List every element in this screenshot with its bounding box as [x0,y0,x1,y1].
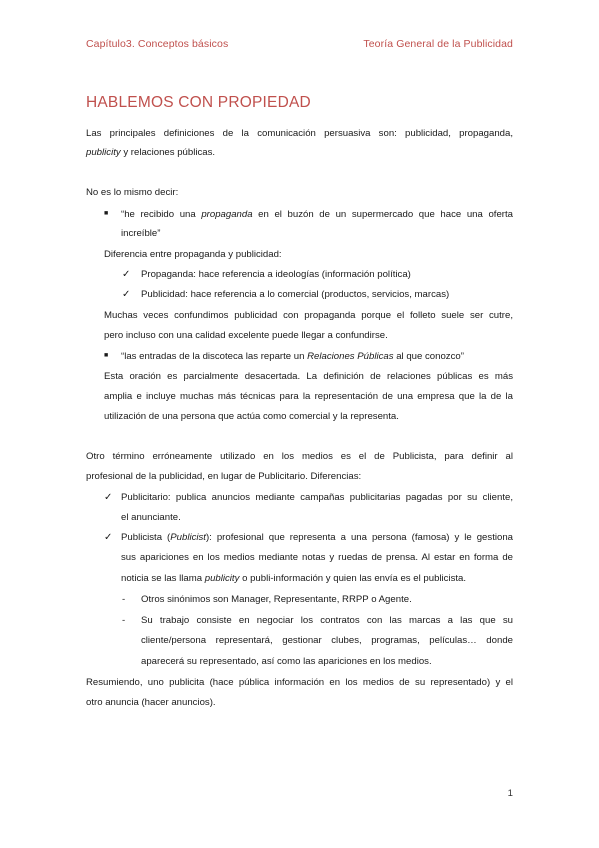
header-course: Teoría General de la Publicidad [363,38,513,50]
dash-item-trabajo-line-3: aparecerá su representado, así como las apariciones en los medios. [141,656,432,667]
quote1-line-1: “he recibido una propaganda en el buzón de un supermercado que hace una oferta [121,209,513,220]
intro-rest: y relaciones públicas. [123,147,216,158]
resumiendo-line-1: Resumiendo, uno publicita (hace pública información en los medios de su representado) y el [86,677,513,688]
otro-line-1: Otro término erróneamente utilizado en los medios es el de Publicista, para definir al [86,451,513,462]
quote1-line-2: increíble” [121,228,161,239]
muchas-line-1: Muchas veces confundimos publicidad con propaganda porque el folleto suele ser cutre, [104,310,513,321]
header-chapter: Capítulo3. Conceptos básicos [86,38,229,50]
check-item-publicidad: Publicidad: hace referencia a lo comercial (productos, servicios, marcas) [141,289,450,300]
dash-item-trabajo-line-1: Su trabajo consiste en negociar los contratos con las marcas a las que su [141,615,513,626]
square-bullet-icon: ■ [104,352,109,359]
check-icon: ✓ [122,289,131,300]
dash-item-sinonimos: Otros sinónimos son Manager, Representante, RRPP o Agente. [141,594,412,605]
check-icon: ✓ [122,269,131,280]
esta-line-2: amplia e incluye muchas más técnicas para la representación de una empresa que la de la [104,391,513,402]
esta-line-1: Esta oración es parcialmente desacertada. La definición de relaciones públicas es más [104,371,513,382]
publicista-line-3: noticia se las llama publicity o publi-información y quien las envía es el publicista. [121,573,467,584]
diferencia-line: Diferencia entre propaganda y publicidad: [104,249,282,260]
page-number: 1 [507,788,513,799]
otro-line-2: profesional de la publicidad, en lugar de Publicitario. Diferencias: [86,471,362,482]
square-bullet-icon: ■ [104,210,109,217]
dash-bullet: - [122,615,126,626]
esta-line-3: utilización de una persona que actúa como comercial y la representa. [104,411,399,422]
check-icon: ✓ [104,532,113,543]
publicitario-line-1: Publicitario: publica anuncios mediante campañas publicitarias pagadas por su cliente, [121,492,513,503]
publicista-line-1: Publicista (Publicist): profesional que representa a una persona (famosa) y le gestiona [121,532,513,543]
page-title: HABLEMOS CON PROPIEDAD [86,94,311,111]
publicitario-line-2: el anunciante. [121,512,181,523]
publicista-line-2: sus apariciones en los medios mediante notas y ruedas de prensa. Al estar en forma de [121,552,513,563]
no-es-line: No es lo mismo decir: [86,187,179,198]
dash-bullet: - [122,594,126,605]
intro-line-2 [86,146,215,159]
intro-italic-term: publicity [86,147,121,158]
dash-item-trabajo-line-2: cliente/persona representará, gestionar clubes, programas, películas… donde [141,635,513,646]
resumiendo-line-2: otro anuncia (hacer anuncios). [86,697,216,708]
intro-line-1: Las principales definiciones de la comunicación persuasiva son: publicidad, propaganda, [86,128,513,139]
muchas-line-2: pero incluso con una calidad excelente puede llegar a confundirse. [104,330,388,341]
check-icon: ✓ [104,492,113,503]
quote2-line: “las entradas de la discoteca las reparte un Relaciones Públicas al que conozco” [121,351,464,362]
check-item-propaganda: Propaganda: hace referencia a ideologías (información política) [141,269,411,280]
